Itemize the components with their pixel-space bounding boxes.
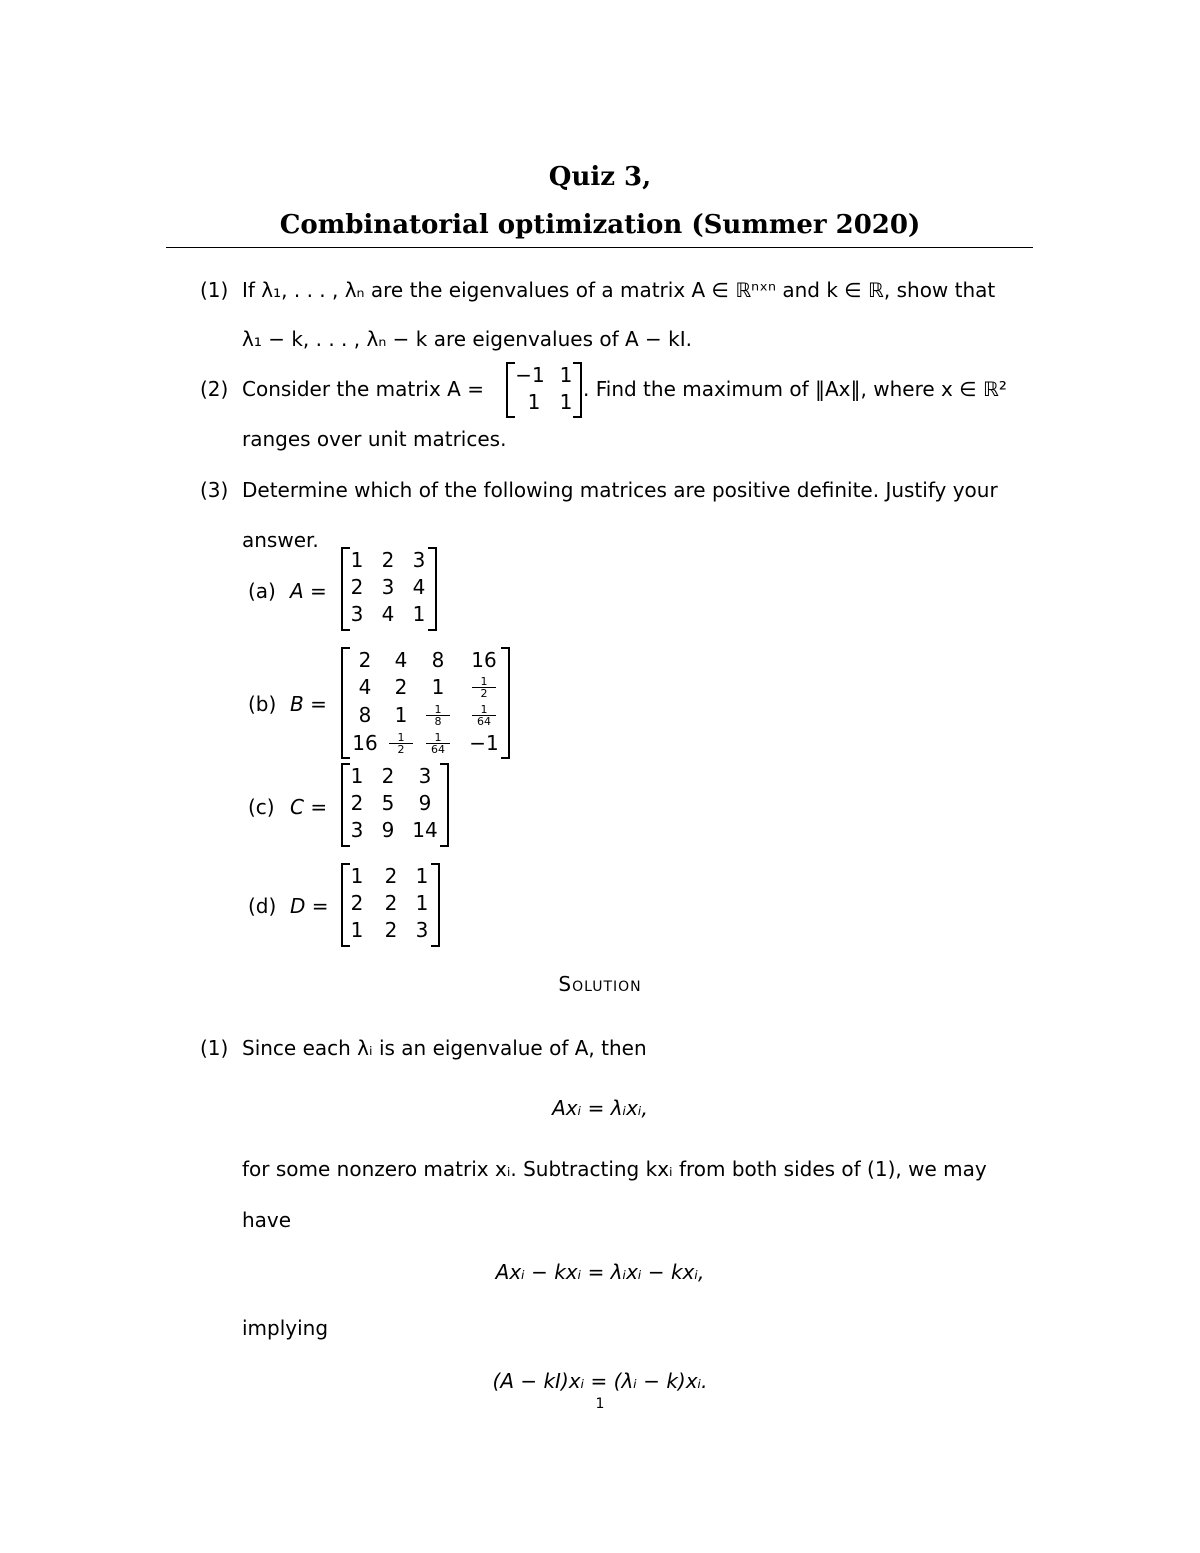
matrix-fraction: $\frac{1}{64}$ xyxy=(472,704,496,727)
matrix-cell: 3 xyxy=(350,602,364,626)
matrix-cell: 8 xyxy=(358,703,372,727)
page-title: Quiz 3, xyxy=(548,162,652,192)
solution-line-4: implying xyxy=(242,1316,329,1340)
solution-equation-1: Axᵢ = λᵢxᵢ, xyxy=(552,1096,648,1120)
matrix-b-label: (b) xyxy=(248,692,277,716)
page-number: 1 xyxy=(595,1396,605,1412)
matrix-cell: 2 xyxy=(394,675,408,699)
matrix-cell: 1 xyxy=(350,548,364,572)
matrix-cell: 1 xyxy=(350,864,364,888)
matrix-cell: 14 xyxy=(412,818,438,842)
matrix-fraction: $\frac{1}{2}$ xyxy=(389,732,413,755)
matrix-cell: 2 xyxy=(384,891,398,915)
solution-line-2: for some nonzero matrix xᵢ. Subtracting kxᵢ from both sides of (1), we may xyxy=(242,1157,987,1181)
matrix-cell: 8 xyxy=(431,648,445,672)
solution-equation-2: Axᵢ − kxᵢ = λᵢxᵢ − kxᵢ, xyxy=(495,1260,705,1284)
matrix-cell: 4 xyxy=(412,575,426,599)
matrix-cell: 9 xyxy=(418,791,432,815)
matrix-fraction: $\frac{1}{8}$ xyxy=(426,704,450,727)
matrix-cell: 5 xyxy=(381,791,395,815)
matrix-cell: 1 xyxy=(350,764,364,788)
matrix-cell: 3 xyxy=(412,548,426,572)
matrix-a-name: A = xyxy=(290,579,327,603)
matrix-cell: 2 xyxy=(384,918,398,942)
solution-line-3: have xyxy=(242,1208,292,1232)
problem-1-line-1: If λ₁, . . . , λₙ are the eigenvalues of a matrix A ∈ ℝⁿˣⁿ and k ∈ ℝ, show that xyxy=(242,278,996,302)
problem-3-line-2: answer. xyxy=(242,528,319,552)
matrix-cell: 3 xyxy=(415,918,429,942)
matrix-cell: 4 xyxy=(358,675,372,699)
problem-2-number: (2) xyxy=(200,377,229,401)
matrix-cell: 1 xyxy=(431,675,445,699)
matrix-cell: 3 xyxy=(381,575,395,599)
matrix-cell: 2 xyxy=(350,575,364,599)
matrix-d-label: (d) xyxy=(248,894,277,918)
matrix-cell: 2 xyxy=(350,891,364,915)
problem-3-number: (3) xyxy=(200,478,229,502)
matrix-cell: 1 xyxy=(559,390,573,414)
matrix-cell: 16 xyxy=(352,731,378,755)
matrix-cell: 1 xyxy=(527,390,541,414)
solution-heading: Solution xyxy=(558,972,642,996)
matrix-cell: 1 xyxy=(350,918,364,942)
page-subtitle: Combinatorial optimization (Summer 2020) xyxy=(279,210,921,240)
matrix-cell: 3 xyxy=(418,764,432,788)
matrix-d xyxy=(341,863,440,947)
problem-2-line-2: ranges over unit matrices. xyxy=(242,427,507,451)
problem-2-matrix xyxy=(506,362,582,418)
matrix-c-label: (c) xyxy=(248,795,275,819)
matrix-cell: 9 xyxy=(381,818,395,842)
matrix-cell: 1 xyxy=(394,703,408,727)
matrix-c xyxy=(341,763,449,847)
matrix-fraction: $\frac{1}{64}$ xyxy=(426,732,450,755)
problem-3-line-1: Determine which of the following matrices are positive definite. Justify your xyxy=(242,478,998,502)
problem-1-line-2: λ₁ − k, . . . , λₙ − k are eigenvalues of A − kI. xyxy=(242,327,692,351)
problem-1-number: (1) xyxy=(200,278,229,302)
matrix-cell: −1 xyxy=(515,363,545,387)
matrix-cell: 2 xyxy=(381,548,395,572)
matrix-a-label: (a) xyxy=(248,579,276,603)
matrix-cell: 4 xyxy=(381,602,395,626)
matrix-cell: 2 xyxy=(384,864,398,888)
matrix-cell: 4 xyxy=(394,648,408,672)
problem-2-post: . Find the maximum of ‖Ax‖, where x ∈ ℝ² xyxy=(583,377,1007,401)
solution-equation-3: (A − kI)xᵢ = (λᵢ − k)xᵢ. xyxy=(492,1369,708,1393)
title-rule xyxy=(166,247,1033,248)
matrix-cell: 1 xyxy=(415,864,429,888)
matrix-fraction: $\frac{1}{2}$ xyxy=(472,676,496,699)
matrix-b-name: B = xyxy=(290,692,327,716)
matrix-cell: 2 xyxy=(350,791,364,815)
matrix-cell: 3 xyxy=(350,818,364,842)
matrix-cell: 16 xyxy=(471,648,497,672)
problem-2-pre: Consider the matrix A = xyxy=(242,377,484,401)
matrix-cell: 2 xyxy=(358,648,372,672)
matrix-d-name: D = xyxy=(290,894,329,918)
matrix-b xyxy=(341,647,510,759)
matrix-a xyxy=(341,547,437,631)
solution-line-1: Since each λᵢ is an eigenvalue of A, then xyxy=(242,1036,647,1060)
matrix-cell: −1 xyxy=(469,731,499,755)
matrix-cell: 1 xyxy=(415,891,429,915)
solution-1-number: (1) xyxy=(200,1036,229,1060)
matrix-cell: 1 xyxy=(559,363,573,387)
matrix-c-name: C = xyxy=(290,795,328,819)
matrix-cell: 1 xyxy=(412,602,426,626)
matrix-cell: 2 xyxy=(381,764,395,788)
